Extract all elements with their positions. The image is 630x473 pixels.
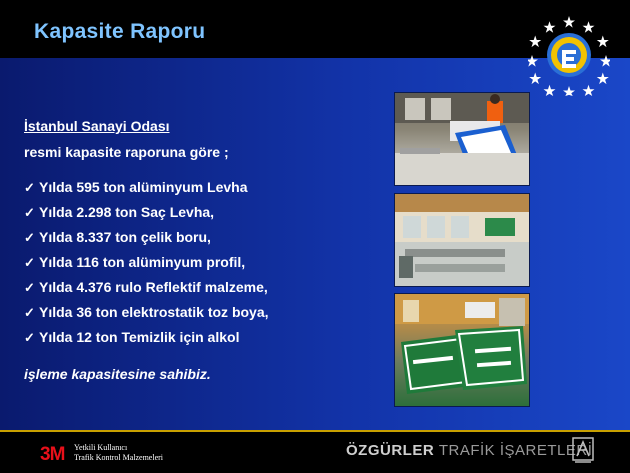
list-item: ✓ Yılda 595 ton alüminyum Levha — [24, 175, 269, 200]
brand-3m-logo: 3M — [40, 444, 65, 465]
company-name-light: TRAFİK İŞARETLERİ — [438, 442, 593, 459]
check-icon: ✓ — [24, 230, 35, 245]
factory-photo-finished-signs — [394, 293, 530, 407]
closing-text: işleme kapasitesine sahibiz. — [24, 366, 211, 382]
list-item: ✓ Yılda 2.298 ton Saç Levha, — [24, 200, 269, 225]
company-name — [346, 442, 592, 459]
check-icon: ✓ — [24, 305, 35, 320]
list-item: ✓ Yılda 36 ton elektrostatik toz boya, — [24, 300, 269, 325]
slide-title: Kapasite Raporu — [34, 20, 206, 43]
subheading: resmi kapasite raporuna göre ; — [24, 144, 229, 160]
list-item: ✓ Yılda 12 ton Temizlik için alkol — [24, 325, 269, 350]
company-emblem-icon — [572, 437, 594, 465]
list-item: ✓ Yılda 8.337 ton çelik boru, — [24, 225, 269, 250]
check-icon: ✓ — [24, 180, 35, 195]
check-icon: ✓ — [24, 255, 35, 270]
brand-3m-subtitle: Yetkili Kullanıcı Trafik Kontrol Malzemeleri — [74, 443, 164, 462]
company-name-bold: ÖZGÜRLER — [346, 442, 435, 459]
factory-photo-sign-printing — [394, 92, 530, 186]
capacity-list — [24, 175, 269, 350]
factory-photo-workshop — [394, 193, 530, 287]
list-item: ✓ Yılda 116 ton alüminyum profil, — [24, 250, 269, 275]
list-item: ✓ Yılda 4.376 rulo Reflektif malzeme, — [24, 275, 269, 300]
check-icon: ✓ — [24, 280, 35, 295]
eu-star-emblem-icon — [528, 14, 610, 96]
check-icon: ✓ — [24, 205, 35, 220]
heading-istanbul-chamber: İstanbul Sanayi Odası — [24, 118, 170, 134]
check-icon: ✓ — [24, 330, 35, 345]
